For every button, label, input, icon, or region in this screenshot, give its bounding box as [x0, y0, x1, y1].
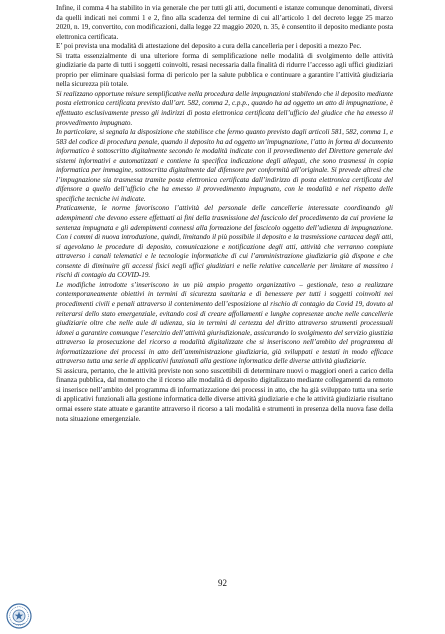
paragraph-2: E’ poi prevista una modalità di attestazione del deposito a cura della cancelleria per i depositi a mezzo Pec. [56, 42, 362, 51]
page-number: 92 [218, 578, 227, 588]
paragraph-8: Si assicura, pertanto, che le attività previste non sono suscettibili di determinare nuovi o maggiori oneri a carico della finanza pubblica, dal momento che il ricorso alle modalità di deposito digitalizzato mediante collegamenti da remoto si inserisce nell’ambito del programma di informatizzazione dei processi in atto, che ha già sviluppato tutta una serie di applicativi funzionali alla gestione informatica delle diverse attività giudiziarie e che le attività giudiziarie risultano ormai essere state attuate e garantite attraverso il ricorso a tali modalità e strumenti in presenza della nuova fase della nota situazione emergenziale. [56, 366, 393, 423]
paragraph-5: In particolare, si segnala la disposizione che stabilisce che fermo quanto previsto dagli articoli 581, 582, comma 1, e 583 del codice di procedura penale, quando il deposito ha ad oggetto un’impugnazione, l’atto in forma di documento informatico è sottoscritto digitalmente secondo le modalità indicate con il provvedimento del Direttore generale dei sistemi informativi e automatizzati e contiene la specifica indicazione degli allegati, che sono trasmessi in copia informatica per immagine, sottoscritta digitalmente dal difensore per conformità all’originale. Si prevede altresì che l’impugnazione sia trasmessa tramite posta elettronica certificata dall’indirizzo di posta elettronica certificata del difensore a quello dell’ufficio che ha emesso il provvedimento impugnato, con le modalità e nel rispetto delle specifiche tecniche ivi indicate. [56, 128, 393, 203]
paragraph-3: Si tratta essenzialmente di una ulteriore forma di semplificazione nelle modalità di svolgimento delle attività giudiziarie da parte di tutti i soggetti coinvolti, resasi necessaria dalla finalità di ridurre l’accesso agli uffici giudiziari proprio per eliminare qualsiasi forma di pericolo per la salute pubblica e continuare a garantire l’attività giudiziaria nella sicurezza più totale. [56, 51, 393, 89]
paragraph-1: Infine, il comma 4 ha stabilito in via generale che per tutti gli atti, documenti e istanze comunque denominati, diversi da quelli indicati nei commi 1 e 2, fino alla scadenza del termine di cui all’articolo 1 del decreto legge 25 marzo 2020, n. 19, convertito, con modificazioni, dalla legge 22 maggio 2020, n. 35, è consentito il deposito mediante posta elettronica certificata. [56, 4, 393, 41]
paragraph-7: Le modifiche introdotte s’inseriscono in un più ampio progetto organizzativo – gestionale, teso a realizzare contemporaneamente obiettivi in termini di sicurezza sanitaria e di benessere per tutti i soggetti coinvolti nei procedimenti civili e penali attraverso il contenimento dell’esposizione al rischio di contagio da Covid 19, dovuto al reiterarsi dello stato emergenziale, evitando così di creare affollamenti e lunghe copresenze anche nelle cancellerie giudiziarie oltre che nelle aule di udienza, sia in termini di certezza del diritto attraverso strumenti processuali idonei a garantire comunque l’esercizio dell’attività giurisdizionale, assicurando lo svolgimento del servizio giustizia attraverso la prosecuzione del ricorso a modalità digitalizzate che si inseriscono nell’ambito del programma di informatizzazione dei processi in atto dell’amministrazione giudiziaria, già sviluppati e testati in modo efficace attraverso tutta una serie di applicativi funzionali alla gestione informatica delle diverse attività giudiziarie. [56, 280, 393, 366]
emblem-seal-icon [6, 603, 32, 629]
paragraph-6: Praticamente, le norme favoriscono l’attività del personale delle cancellerie interessate coordinando gli adempimenti che devono essere effettuati ai fini della trasmissione del fascicolo del procedimento da cui proviene la sentenza impugnata e gli adempimenti connessi alla formazione del fascicolo oggetto dell’udienza di impugnazione. Con i commi di nuova introduzione, quindi, limitando il più possibile il deposito e la trasmissione cartacea degli atti, si agevolano le procedure di deposito, comunicazione e notificazione degli atti, attività che verranno compiute attraverso i canali telematici e le tecnologie informatiche di cui l’amministrazione giudiziaria già dispone e che consente di diminuire gli accessi fisici negli uffici giudiziari e nelle relative cancellerie per limitare al massimo i rischi di contagio da COVID-19. [56, 204, 393, 280]
paragraph-4: Si realizzano opportune misure semplificative nella procedura delle impugnazioni stabilendo che il deposito mediante posta elettronica certificata previsto dall’art. 582, comma 2, c.p.p., quando ha ad oggetto un atto di impugnazione, è effettuato esclusivamente presso gli indirizzi di posta elettronica certificata dell’ufficio del giudice che ha emesso il provvedimento impugnato. [56, 89, 393, 127]
document-body [56, 4, 393, 424]
